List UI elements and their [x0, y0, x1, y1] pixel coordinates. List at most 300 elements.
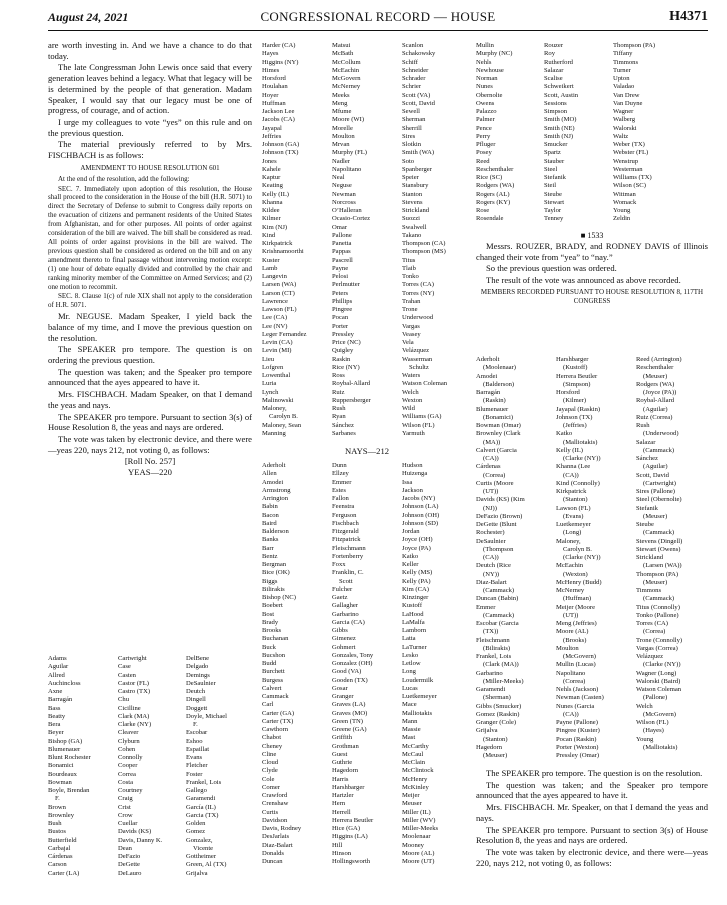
member-name: Griffith: [332, 734, 353, 742]
member-name: Spanberger: [402, 165, 432, 173]
paragraph: The vote was taken by electronic device, and there were—yeas 220, nays 212, not voting 0, as follows:: [48, 433, 252, 455]
member-name: Curtis (Moore: [476, 479, 514, 487]
member-name: Bishop (GA): [48, 737, 83, 745]
member-name: Stevens (Dingell): [636, 537, 683, 545]
member-name: Zeldin: [613, 215, 631, 223]
member-name: Cicilline: [118, 704, 141, 712]
paragraph: Mrs. FISCHBACH. Mr. Speaker, on that I demand the yeas and nays.: [476, 802, 708, 823]
member-name: Fleischmann: [332, 544, 366, 552]
member-name: Manning: [262, 429, 286, 437]
member-name: Jacobs (NY): [402, 495, 436, 502]
member-name: Dingell: [186, 696, 206, 704]
member-name: (Clarke (NY)): [563, 455, 601, 462]
member-name: Williams (GA): [402, 413, 442, 421]
member-name: Davis, Danny K.: [118, 836, 163, 844]
right-prose-block: [476, 230, 708, 308]
member-name: Schiff: [402, 58, 418, 66]
member-name: Herrera Beutler: [332, 816, 374, 824]
member-name: Loudermilk: [402, 676, 434, 684]
member-name: Espaillat: [186, 745, 210, 753]
member-name: Gibbs: [332, 627, 348, 634]
member-name: McHenry: [402, 775, 428, 783]
member-name: Kahele: [262, 165, 281, 173]
member-name: García (IL): [186, 803, 216, 811]
member-name: Luetkemeyer: [402, 693, 437, 700]
member-name: Van Drew: [613, 91, 640, 99]
member-name: Cawthorn: [262, 726, 289, 733]
member-name: Kind (Connolly): [556, 479, 600, 487]
member-name: Miller (IL): [402, 808, 431, 816]
member-name: Phillips: [332, 297, 353, 305]
member-name: Katko: [402, 552, 419, 560]
member-name: (NY)): [483, 570, 500, 578]
member-name: Bush: [48, 820, 62, 827]
member-name: Davids (KS) (Kim: [476, 496, 525, 504]
member-name: Welch: [636, 702, 653, 710]
member-name: (Stanton): [483, 735, 508, 743]
member-name: Jayapal (Raskin): [556, 405, 601, 413]
member-name: Bacon: [262, 511, 279, 519]
member-name: Vargas: [402, 322, 420, 330]
member-name: Grijalva: [476, 727, 498, 735]
member-name: Lamborn: [402, 627, 427, 634]
member-name: Harshbarger: [332, 783, 365, 791]
member-name: Smucker: [544, 141, 568, 148]
member-name: Hartzler: [332, 792, 354, 799]
member-name: (CA)): [563, 710, 579, 718]
member-name: Bilirakis: [262, 585, 285, 593]
member-name: Cartwright: [118, 655, 147, 662]
member-name: Foxx: [332, 561, 346, 568]
member-name: (MA)): [483, 438, 501, 446]
member-name: Butterfield: [48, 836, 77, 844]
member-name: Bost: [262, 610, 275, 618]
paragraph: So the previous question was ordered.: [486, 263, 617, 274]
member-name: Schrader: [402, 75, 426, 82]
member-name: Fortenberry: [332, 552, 364, 560]
member-name: Diaz-Balart: [262, 841, 293, 849]
nays-list-b: [332, 462, 402, 866]
member-name: Swalwell: [402, 223, 427, 231]
member-name: DelBene: [186, 655, 210, 662]
member-name: Moulton: [332, 132, 355, 140]
member-name: Joyce (PA): [402, 544, 431, 552]
member-name: Sánchez: [332, 421, 354, 429]
member-name: Wilson (SC): [613, 182, 646, 190]
member-name: Roy: [544, 50, 555, 58]
member-name: Courtney: [118, 787, 143, 794]
time-bullet: ■ 1533: [580, 231, 604, 240]
member-name: Meng: [332, 99, 348, 107]
member-name: Wild: [402, 405, 415, 412]
member-name: Grothman: [332, 742, 359, 750]
member-name: Frankel, Lois: [476, 653, 512, 660]
member-name: Langevin: [262, 273, 287, 280]
member-name: Jacobs (CA): [262, 116, 295, 124]
member-name: Rogers (KY): [476, 198, 511, 206]
member-name: Stanton: [402, 190, 423, 198]
member-name: Lawrence: [262, 297, 288, 305]
member-name: Larsen (WA): [262, 281, 297, 289]
member-name: Luria: [262, 380, 277, 388]
member-name: Case: [118, 663, 131, 671]
member-name: Huffman: [262, 99, 286, 107]
member-name: Doyle, Michael: [186, 712, 228, 720]
member-name: Garamendi: [476, 686, 506, 693]
member-name: Trone: [402, 306, 418, 313]
member-name: Herrera Beutler: [556, 372, 598, 380]
member-name: Miller (WV): [402, 816, 436, 824]
member-name: (CA)): [483, 455, 499, 462]
member-name: (Larsen (WA)): [643, 562, 682, 570]
member-name: Brownley (Clark: [476, 430, 521, 438]
member-name: Gottheimer: [186, 853, 217, 860]
member-name: Pascrell: [332, 256, 353, 264]
member-name: Feenstra: [332, 503, 355, 511]
member-name: (Clarke (NY)): [643, 661, 681, 669]
member-name: Nehls (Jackson): [556, 686, 599, 693]
member-name: Amodei: [476, 372, 498, 380]
member-name: (Meuser): [643, 512, 668, 520]
member-name: Cooper: [118, 762, 138, 770]
member-name: Trahan: [402, 297, 421, 305]
member-name: Kildee: [262, 207, 280, 214]
member-name: (Correa): [483, 471, 506, 479]
member-name: Castor (FL): [118, 679, 149, 687]
member-name: Axne: [48, 688, 63, 695]
yeas-list-d: [262, 42, 332, 438]
paragraph: The SPEAKER pro tempore. The question is on the resolution.: [486, 768, 703, 778]
member-name: Meijer (Moore: [556, 603, 595, 611]
member-name: Walorski (Baird): [636, 677, 681, 685]
member-name: Curtis: [262, 808, 279, 816]
member-name: McBath: [332, 50, 354, 58]
member-name: Mace: [402, 701, 417, 709]
member-name: Garcia (TX): [186, 811, 219, 819]
member-name: Garcia (CA): [332, 618, 365, 626]
member-name: Graves (MO): [332, 709, 368, 717]
nays-list-a: [262, 462, 332, 866]
member-name: Trone (Connolly): [636, 636, 683, 644]
member-name: Chabot: [262, 734, 282, 742]
member-name: Owens: [476, 99, 495, 107]
member-name: LaTurner: [402, 643, 427, 651]
member-name: Frankel, Lois: [186, 778, 222, 786]
member-name: Brownley: [48, 811, 75, 819]
member-name: Titus: [402, 256, 416, 264]
member-name: Adams: [48, 655, 67, 662]
member-name: Stansbury: [402, 182, 429, 190]
member-name: Mann: [402, 717, 418, 725]
member-name: Craig: [118, 795, 133, 803]
member-name: Steil: [544, 182, 557, 190]
member-name: Tonko (Pallone): [636, 611, 679, 619]
member-name: Vargas (Correa): [636, 644, 678, 652]
member-name: Payne (Pallone): [556, 719, 598, 726]
member-name: Lieu: [262, 355, 275, 363]
member-name: Hill: [332, 841, 343, 849]
member-name: (Evans): [563, 512, 584, 520]
member-name: Himes: [262, 66, 280, 74]
member-name: Pence: [476, 124, 492, 132]
member-name: Ryan: [332, 413, 346, 421]
member-name: Steube: [544, 190, 562, 198]
member-name: DeSaulnier: [186, 679, 216, 687]
member-name: Katko: [556, 430, 573, 438]
member-name: Pingree: [332, 306, 353, 313]
member-name: Green, Al (TX): [186, 861, 227, 869]
member-name: Hayes: [262, 50, 279, 58]
member-name: Mullin (Lucas): [556, 661, 596, 669]
member-name: Wilson (FL): [636, 719, 669, 726]
member-name: Yarmuth: [402, 429, 425, 437]
yeas-heading: YEAS—220: [128, 467, 172, 478]
member-name: Biggs: [262, 577, 278, 585]
member-name: Torres (CA): [402, 281, 434, 289]
member-name: Morelle: [332, 124, 353, 132]
member-name: Wexton: [402, 396, 423, 404]
member-name: Green (TN): [332, 717, 363, 725]
member-name: Meeks: [332, 91, 350, 99]
member-name: Rochester): [476, 529, 505, 537]
member-name: Schweikert: [544, 83, 574, 91]
member-name: (Bonamici): [483, 413, 514, 421]
nays-list-c: [402, 462, 472, 866]
member-name: Clyde: [262, 767, 278, 775]
paragraph: The question was taken; and the Speaker pro tempore announced that the ayes appeared to have it.: [476, 779, 708, 801]
member-name: Nehls: [476, 58, 492, 66]
member-name: Emmer: [332, 478, 352, 486]
member-name: Khanna: [262, 198, 283, 206]
member-name: Burchett: [262, 668, 285, 676]
member-name: Jones: [262, 157, 277, 165]
member-name: Matsui: [332, 42, 351, 49]
member-name: (Sherman): [483, 694, 511, 702]
member-name: Scott (VA): [402, 91, 431, 99]
member-name: (McGovern): [643, 710, 676, 718]
member-name: Fitzgerald: [332, 528, 359, 535]
member-name: (Meuser): [643, 578, 668, 586]
member-name: Kinzinger: [402, 594, 429, 601]
member-name: (Correa): [563, 677, 586, 685]
member-name: (Malliotakis): [643, 743, 678, 751]
member-name: Slotkin: [402, 141, 422, 148]
member-name: Reed: [476, 157, 490, 165]
member-name: Hollingsworth: [332, 858, 371, 865]
member-name: Moulton: [556, 644, 579, 652]
member-name: Pelosi: [332, 273, 349, 280]
member-name: Gomez (Raskin): [476, 710, 520, 718]
member-name: (Correa): [643, 628, 666, 636]
member-name: Kelly (MS): [402, 569, 433, 577]
member-name: Norcross: [332, 198, 356, 206]
member-name: Roybal-Allard: [332, 380, 371, 388]
member-name: Suozzi: [402, 215, 420, 223]
member-name: Franklin, C.: [332, 569, 364, 577]
header-page-number: H4371: [669, 9, 708, 24]
member-name: Malinowski: [262, 396, 294, 404]
member-name: Kaptur: [262, 174, 281, 181]
member-name: Connolly: [118, 754, 143, 761]
member-name: Walberg: [613, 116, 636, 124]
member-name: Keating: [262, 182, 283, 190]
member-name: Johnson (TX): [262, 149, 299, 157]
member-name: Barragán: [48, 696, 73, 704]
member-name: McHenry (Budd): [556, 578, 602, 586]
member-name: Cammack: [262, 693, 289, 700]
member-name: Higgins (NY): [262, 58, 299, 66]
member-name: (Hayes): [643, 727, 664, 735]
member-name: Newman: [332, 190, 356, 198]
member-name: (Clark (MA)): [483, 661, 519, 669]
member-name: Gomez: [186, 828, 206, 836]
nays-list-f: [613, 42, 685, 224]
member-name: Davis, Rodney: [262, 825, 302, 832]
member-name: Amodei: [262, 478, 284, 486]
member-name: Gaetz: [332, 594, 348, 601]
member-name: McGovern: [332, 75, 361, 82]
member-name: Jeffries: [262, 132, 282, 140]
member-name: Meijer: [402, 792, 420, 799]
member-name: Cole: [262, 775, 275, 783]
member-name: Kuster: [262, 256, 280, 264]
member-name: Sherman: [402, 116, 426, 124]
member-name: Demings: [186, 671, 210, 679]
member-name: Rutherford: [544, 58, 573, 66]
member-name: McClain: [402, 759, 426, 766]
member-name: Stevens: [402, 198, 423, 206]
member-name: (UT)): [483, 488, 499, 495]
member-name: Gimenez: [332, 635, 356, 643]
member-name: Underwood: [402, 314, 434, 322]
member-name: Salazar: [636, 438, 656, 446]
member-name: Porter (Wexton): [556, 743, 599, 751]
member-name: Tonko: [402, 273, 419, 280]
member-name: Neal: [332, 174, 345, 181]
member-name: Calvert (Garcia: [476, 446, 517, 454]
member-name: Tiffany: [613, 50, 633, 58]
paragraph: The late Congressman John Lewis once said that every generation leaves behind a legacy. What that legacy will be is determined by the people of that generation. Madam Speaker, I would say that our legacy must be one of progress, of courage, and of action.: [48, 62, 252, 116]
member-name: Turner: [613, 66, 631, 74]
member-name: Gohmert: [332, 643, 356, 651]
member-name: Hern: [332, 800, 346, 808]
member-name: Taylor: [544, 207, 562, 214]
member-name: Smith (NJ): [544, 132, 574, 140]
member-name: Tlaib: [402, 264, 416, 272]
member-name: Long: [402, 668, 416, 676]
member-name: Gonzalez,: [186, 836, 213, 844]
member-name: Cuellar: [118, 820, 138, 827]
member-name: Comer: [262, 783, 280, 791]
member-name: Carolyn B.: [563, 545, 592, 553]
member-name: Johnson (TX): [556, 413, 593, 421]
member-name: Chu: [118, 696, 129, 704]
member-name: Pfluger: [476, 141, 496, 148]
member-name: Garbarino: [476, 669, 503, 677]
member-name: Letlow: [402, 660, 421, 667]
member-name: Reschenthaler: [476, 165, 514, 173]
member-name: Boebert: [262, 602, 283, 610]
member-name: Pressley: [332, 330, 354, 338]
member-name: (Cammack): [643, 595, 675, 603]
member-name: Rouzer: [544, 42, 564, 49]
member-name: DeFazio (Brown): [476, 512, 523, 520]
member-name: Smith (WA): [402, 149, 435, 157]
member-name: Golden: [186, 820, 206, 827]
member-name: Arrington: [262, 495, 289, 502]
member-name: Wilson (FL): [402, 421, 435, 429]
member-name: Wasserman: [402, 355, 433, 363]
member-name: Blumenauer: [48, 745, 81, 753]
member-name: Meng (Jeffries): [556, 620, 597, 627]
member-name: Brown: [48, 803, 66, 811]
member-name: Huizenga: [402, 470, 428, 478]
member-name: Velázquez: [402, 347, 430, 355]
member-name: Granger (Cole): [476, 719, 517, 726]
member-name: Napolitano: [556, 669, 586, 677]
member-name: (Cartwright): [643, 479, 676, 487]
member-name: Johnson (OH): [402, 511, 440, 519]
member-name: Gooden (TX): [332, 676, 368, 684]
member-name: Vicente: [193, 844, 214, 852]
closing-prose-block: [476, 768, 708, 869]
member-name: Palazzo: [476, 108, 497, 115]
member-name: Vela: [402, 339, 414, 346]
member-name: (Kustoff): [563, 364, 588, 372]
member-name: Carter (LA): [48, 869, 80, 877]
member-name: Castro (TX): [118, 688, 151, 695]
member-name: Fleischmann: [476, 636, 510, 644]
member-name: Moolenaar: [402, 833, 431, 841]
member-name: Lawson (FL): [556, 504, 591, 512]
member-name: Horsford: [262, 75, 286, 82]
member-name: Crawford: [262, 792, 288, 799]
member-name: Moore (AL): [556, 628, 589, 636]
member-name: (Joyce (PA)): [643, 389, 677, 396]
member-name: Issa: [402, 478, 413, 486]
member-name: Bustos: [48, 828, 66, 836]
member-name: DeGette (Blunt: [476, 521, 517, 528]
member-name: Lesko: [402, 651, 419, 659]
member-name: (Moolenaar): [483, 364, 516, 372]
member-name: Perlmutter: [332, 281, 360, 289]
member-name: Veasey: [402, 330, 421, 338]
member-name: McNerney: [556, 587, 585, 594]
member-name: Perry: [476, 132, 491, 140]
member-name: McEachin: [332, 66, 360, 74]
member-name: Womack: [613, 198, 637, 206]
header-title: CONGRESSIONAL RECORD — HOUSE: [260, 9, 496, 24]
member-name: Murphy (NC): [476, 50, 513, 58]
member-name: Diaz-Balart: [476, 578, 507, 586]
member-name: Lucas: [402, 684, 418, 692]
member-name: Maloney, Sean: [262, 421, 302, 429]
yeas-list-c: [186, 655, 258, 878]
member-name: Garbarino: [332, 610, 359, 618]
member-name: Carolyn B.: [269, 413, 298, 421]
member-name: (Bilirakis): [483, 644, 511, 652]
member-name: Stefanik: [544, 174, 566, 181]
member-name: Buchanan: [262, 635, 289, 643]
member-name: Gibbs (Smucker): [476, 702, 522, 710]
member-name: Gonzalez (OH): [332, 660, 373, 667]
member-name: Obernolte: [476, 91, 503, 99]
member-name: Allen: [262, 470, 277, 478]
member-name: Gallagher: [332, 602, 358, 610]
member-name: Scott, David: [636, 471, 669, 479]
member-name: Reschenthaler: [636, 364, 674, 372]
member-name: Roybal-Allard: [636, 397, 675, 405]
